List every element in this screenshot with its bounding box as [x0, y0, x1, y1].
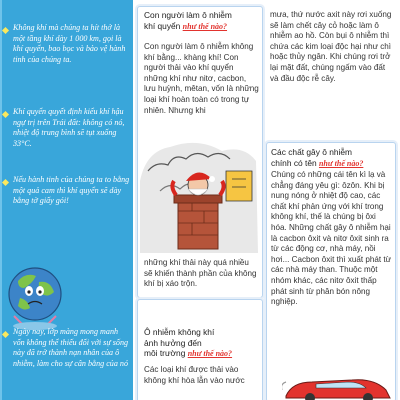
section-title-line: ảnh hưởng đến — [144, 337, 202, 348]
section-title-line: chính có tên — [271, 157, 317, 168]
section-title-line: Con người làm ô nhiễm — [144, 10, 232, 20]
section-tag: như thế nào? — [187, 349, 233, 358]
bullet-diamond-icon — [2, 111, 9, 118]
sidebar-stripe — [0, 0, 2, 400]
section-title — [144, 10, 262, 32]
section-body-continued: những khí thải này quá nhiều sẽ khiến thành phần của không khí bị xáo trộn. — [144, 258, 257, 289]
section-body: Chúng có những cái tên kì lạ và chẳng đáng yêu gì: ôzôn. Khi bị nung nóng ở nhiệt độ cao, các chất khí phản ứng với khí trong không khí, thế là chúng bị ôxi hóa. Những chất gây ô nhiễm hại là cacbon ôxit và nitơ ôxit sinh ra từ các động cơ, nhà máy, nồi hơi... Cacbon ôxit thì xuất phát từ các nhà máy than. Thuộc một nhóm khác, các nitơ ôxit thấp phát sinh từ phân bón nông nghiệp. — [271, 170, 392, 307]
section-body: Các loại khí được thải vào không khí hòa lẫn vào nước — [144, 365, 245, 385]
sidebar-paragraph-2: Khí quyển quyết định kiểu khí hậu ngự trị trên Trái đất: không có nó, nhiệt độ trung bình sẽ tụt xuống 33°C. — [13, 107, 125, 148]
bullet-diamond-icon — [2, 179, 9, 186]
section-body: Con người làm ô nhiễm không khí bằng... khàng khí! Con người thải vào khí quyển những khí như nitơ, cacbon, lưu huỳnh, mêtan, vốn là những loại khí hoàn toàn có trong tự nhiên. Nhưng khi — [144, 42, 259, 115]
section-title-line: khí quyển — [144, 20, 181, 31]
section-tag: như thế nào? — [318, 158, 364, 168]
sidebar-panel — [0, 0, 133, 400]
sidebar-paragraph-4: Ngày nay, lớp màng mong manh vốn không thể thiếu đối với sự sống này đã trở thành nạn nhân của ô nhiễm, làm cho sự cân bằng của nó — [13, 327, 129, 368]
section-title-line: Các chất gây ô nhiễm — [271, 147, 353, 157]
santa-chimney-illustration — [140, 141, 258, 253]
section-tag: như thế nào? — [182, 21, 228, 31]
sidebar-paragraph-1: Không khí mà chúng ta hít thở là một tầng khí dày 1 000 km, gọi là khí quyển, bao bọc và bảo vệ hành tinh của chúng ta. — [13, 23, 126, 64]
bullet-diamond-icon — [2, 27, 9, 34]
earth-character-icon — [4, 264, 66, 334]
sidebar-paragraph-3: Nếu hành tinh của chúng ta to bằng một quả cam thì khí quyển sẽ dày bằng tờ giấy gói! — [13, 175, 130, 206]
section-title-line: Ô nhiễm không khí — [144, 327, 215, 337]
section-title — [144, 327, 262, 360]
section-title — [271, 147, 393, 169]
car-illustration — [282, 376, 394, 400]
section-title-line: môi trường — [144, 348, 186, 358]
section-body-acid-rain: mưa, thứ nước axit này rơi xuống sẽ làm chết cây cỏ hoặc làm ô nhiễm ao hồ. Còn bụi ô nhiễm thì chứa các kim loại độc hại như chì hoặc thủy ngân. Khi chúng rơi trở lại mặt đất, chúng ngấm vào đất và đầu độc rễ cây. — [270, 10, 392, 83]
